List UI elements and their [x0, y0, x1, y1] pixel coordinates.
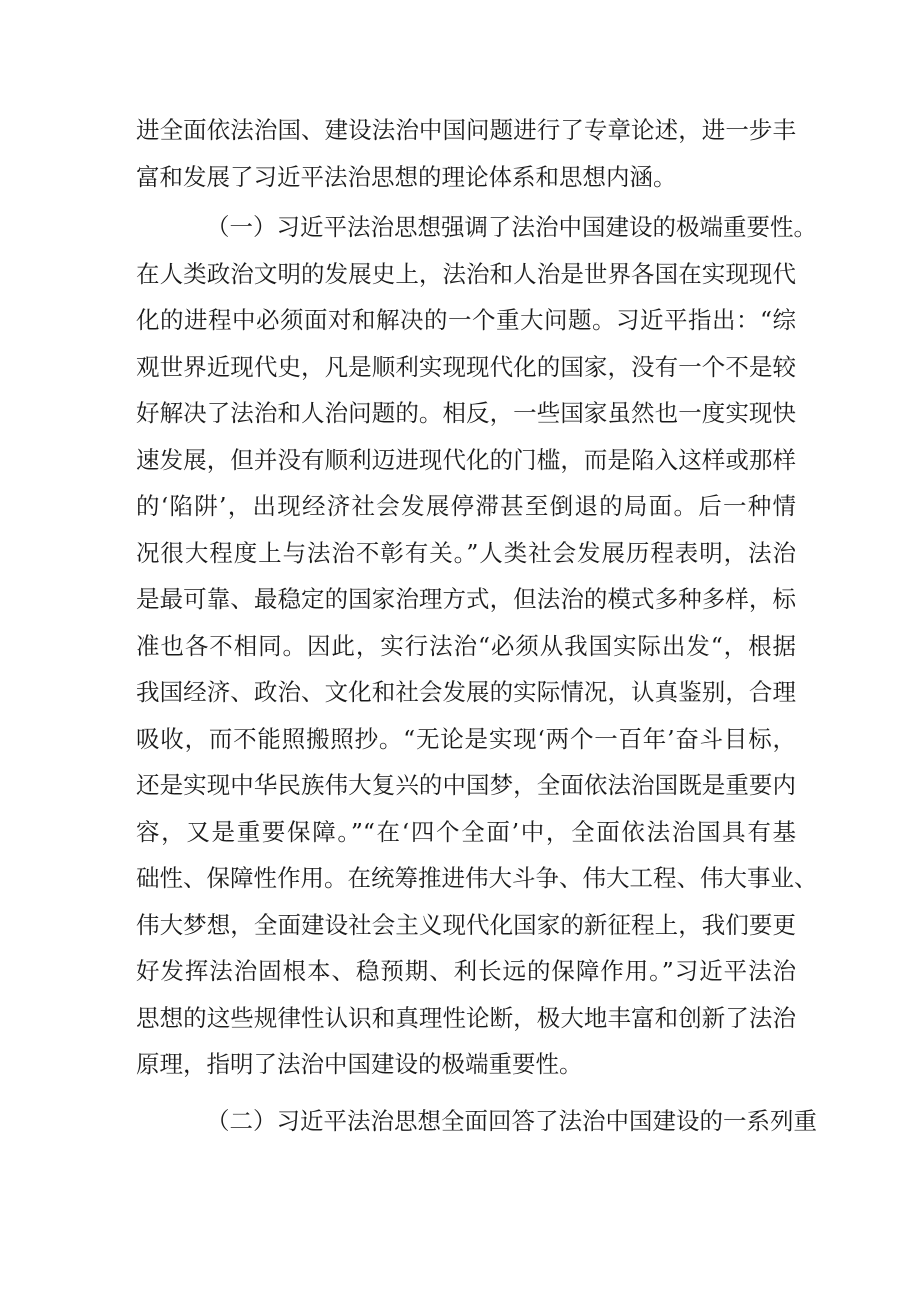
- text-line: 伟大梦想，全面建设社会主义现代化国家的新征程上，我们要更: [136, 910, 796, 939]
- text-line: 速发展，但并没有顺利迈进现代化的门槛，而是陷入这样或那样: [136, 445, 796, 474]
- text-line: 的‘陷阱’，出现经济社会发展停滞甚至倒退的局面。后一种情: [136, 492, 796, 520]
- text-line: 好解决了法治和人治问题的。相反，一些国家虽然也一度实现快: [136, 399, 796, 427]
- text-line: 原理，指明了法治中国建设的极端重要性。: [136, 1050, 583, 1078]
- section-heading-line: （二）习近平法治思想全面回答了法治中国建设的一系列重: [206, 1106, 817, 1135]
- text-line: 我国经济、政治、文化和社会发展的实际情况，认真鉴别，合理: [136, 678, 796, 706]
- text-line: 思想的这些规律性认识和真理性论断，极大地丰富和创新了法治: [136, 1003, 796, 1032]
- text-line: 好发挥法治固根本、稳预期、利长远的保障作用。”习近平法治: [136, 957, 796, 985]
- text-line: 富和发展了习近平法治思想的理论体系和思想内涵。: [136, 162, 677, 191]
- text-line: 观世界近现代史，凡是顺利实现现代化的国家，没有一个不是较: [136, 352, 796, 381]
- text-line: 进全面依法治国、建设法治中国问题进行了专章论述，进一步丰: [136, 116, 796, 144]
- text-line: 是最可靠、最稳定的国家治理方式，但法治的模式多种多样，标: [136, 585, 796, 613]
- document-body: [136, 107, 818, 1144]
- text-line: 容，又是重要保障。”“在‘四个全面’中，全面依法治国具有基: [136, 817, 796, 846]
- text-line: 吸收，而不能照搬照抄。“无论是实现‘两个一百年’奋斗目标，: [136, 724, 796, 753]
- section-heading-line: （一）习近平法治思想强调了法治中国建设的极端重要性。: [206, 213, 817, 241]
- text-line: 在人类政治文明的发展史上，法治和人治是世界各国在实现现代: [136, 259, 796, 288]
- paragraph-1: [136, 107, 796, 200]
- text-line: 还是实现中华民族伟大复兴的中国梦，全面依法治国既是重要内: [136, 771, 796, 799]
- text-line: 化的进程中必须面对和解决的一个重大问题。习近平指出：“综: [136, 306, 796, 334]
- text-line: 况很大程度上与法治不彰有关。”人类社会发展历程表明，法治: [136, 538, 796, 567]
- text-line: 础性、保障性作用。在统筹推进伟大斗争、伟大工程、伟大事业、: [136, 864, 818, 892]
- paragraph-2: [136, 204, 818, 1088]
- paragraph-3: [136, 1098, 817, 1145]
- text-line: 准也各不相同。因此，实行法治“必须从我国实际出发“，根据: [136, 631, 796, 660]
